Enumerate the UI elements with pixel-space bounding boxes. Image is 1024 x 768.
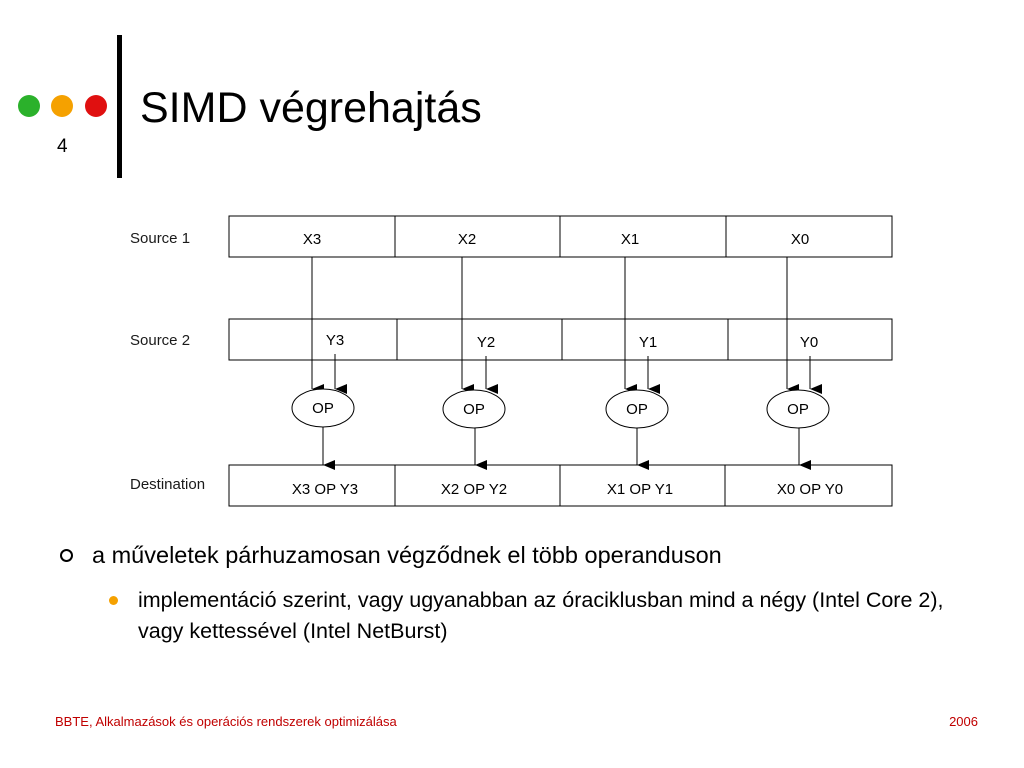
- source1-cell-x0: X0: [790, 231, 810, 248]
- orange-dot-bullet-icon: [109, 596, 118, 605]
- footer-year: 2006: [949, 714, 978, 729]
- op-label-1: OP: [626, 401, 648, 418]
- lane-2-arrows: [462, 257, 486, 465]
- source1-cell-x3: X3: [302, 231, 322, 248]
- destination-cell-2: X2 OP Y2: [440, 481, 508, 498]
- destination-cell-0: X0 OP Y0: [776, 481, 844, 498]
- bullet-level2-text: implementáció szerint, vagy ugyanabban az óraciklusban mind a négy (Intel Core 2), vagy kettessével (Intel NetBurst): [138, 588, 944, 643]
- op-label-0: OP: [787, 401, 809, 418]
- footer-course-title: BBTE, Alkalmazások és operációs rendszerek optimizálása: [55, 714, 397, 729]
- lane-1-arrows: [625, 257, 648, 465]
- source2-label: Source 2: [130, 332, 191, 349]
- source2-cell-y3: Y3: [325, 332, 345, 349]
- source1-cell-x2: X2: [457, 231, 477, 248]
- destination-cell-3: X3 OP Y3: [291, 481, 359, 498]
- lane-3-arrows: [312, 257, 335, 465]
- op-label-3: OP: [312, 400, 334, 417]
- destination-cell-1: X1 OP Y1: [606, 481, 674, 498]
- bullet-level1-text: a műveletek párhuzamosan végződnek el több operanduson: [92, 542, 722, 568]
- hollow-circle-bullet-icon: [60, 549, 73, 562]
- source2-cell-y0: Y0: [799, 334, 819, 351]
- lane-0-arrows: [787, 257, 810, 465]
- slide-number: 4: [57, 136, 68, 157]
- source2-cell-y2: Y2: [476, 334, 496, 351]
- source1-label: Source 1: [130, 230, 191, 247]
- source1-cell-x1: X1: [620, 231, 640, 248]
- destination-label: Destination: [130, 476, 206, 493]
- source2-cell-y1: Y1: [638, 334, 658, 351]
- op-label-2: OP: [463, 401, 485, 418]
- slide-title: SIMD végrehajtás: [140, 84, 482, 132]
